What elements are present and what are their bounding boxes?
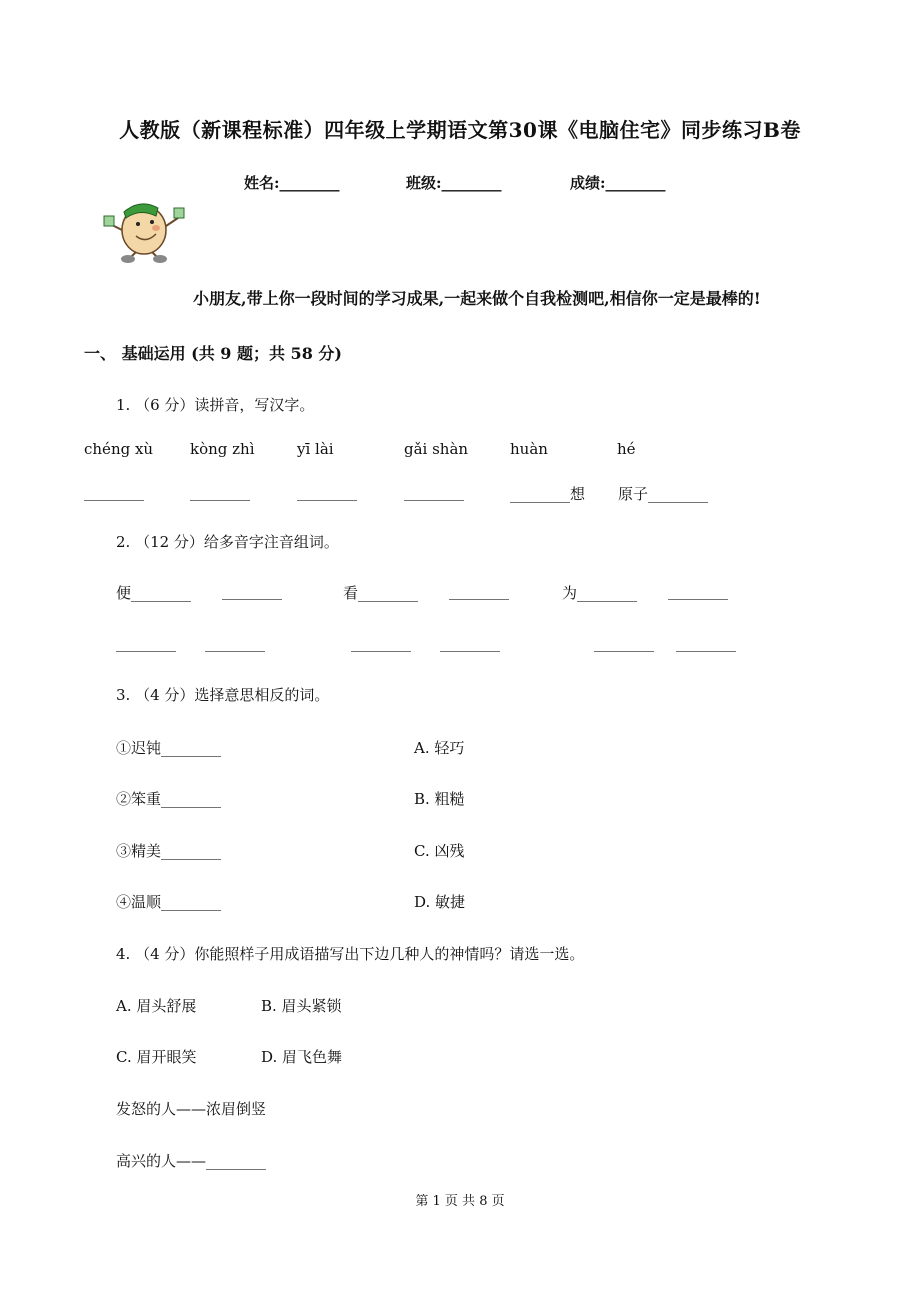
answer-blank: ________ <box>676 634 736 652</box>
option: D. 眉飞色舞 <box>261 1048 343 1066</box>
option: A. 眉头舒展 <box>116 997 197 1015</box>
example-line: 发怒的人——浓眉倒竖 <box>116 1100 267 1118</box>
option: C. 眉开眼笑 <box>116 1048 197 1066</box>
intro-text: 小朋友,带上你一段时间的学习成果,一起来做个自我检测吧,相信你一定是最棒的! <box>193 289 761 308</box>
match-left-item: ②笨重________ <box>116 790 222 808</box>
score-field: 成绩:________ <box>570 174 666 192</box>
answer-blank: ________ <box>351 634 411 652</box>
option: B. 眉头紧锁 <box>261 997 342 1015</box>
match-left-item: ③精美________ <box>116 842 222 860</box>
pinyin: gǎi shàn <box>404 440 469 458</box>
answer-blank: ________ <box>190 483 250 501</box>
answer-blank: 便________ <box>116 584 192 602</box>
answer-blank: ________ <box>449 582 509 600</box>
question-4-stem: 4. （4 分）你能照样子用成语描写出下边几种人的神情吗？请选一选。 <box>116 945 585 963</box>
match-right-item: B. 粗糙 <box>414 790 465 808</box>
answer-line: 高兴的人——________ <box>116 1152 267 1170</box>
match-right-item: D. 敏捷 <box>414 893 466 911</box>
answer-blank: ________ <box>116 634 176 652</box>
name-field: 姓名:________ <box>244 174 340 192</box>
pinyin: chéng xù <box>84 440 154 458</box>
answer-blank: ________ <box>205 634 265 652</box>
question-3-stem: 3. （4 分）选择意思相反的词。 <box>116 686 330 704</box>
answer-blank: ________ <box>668 582 728 600</box>
match-left-item: ①迟钝________ <box>116 739 222 757</box>
section-heading: 一、 基础运用 (共 9 题；共 58 分) <box>84 344 342 363</box>
answer-blank: ________ <box>222 582 282 600</box>
page-footer: 第 1 页 共 8 页 <box>415 1194 505 1209</box>
answer-blank: ________ <box>594 634 654 652</box>
answer-blank: ________ <box>297 483 357 501</box>
match-right-item: A. 轻巧 <box>414 739 465 757</box>
question-1-stem: 1. （6 分）读拼音，写汉字。 <box>116 396 315 414</box>
answer-blank: 为________ <box>562 584 638 602</box>
match-right-item: C. 凶残 <box>414 842 465 860</box>
pinyin: huàn <box>510 440 548 458</box>
pinyin: hé <box>617 440 636 458</box>
match-left-item: ④温顺________ <box>116 893 222 911</box>
answer-blank: ________想 <box>510 485 586 503</box>
question-2-stem: 2. （12 分）给多音字注音组词。 <box>116 533 339 551</box>
class-field: 班级:________ <box>406 174 502 192</box>
pinyin: yī lài <box>297 440 334 458</box>
mascot-illustration <box>100 196 188 264</box>
answer-blank: ________ <box>84 483 144 501</box>
answer-blank: ________ <box>440 634 500 652</box>
page-title: 人教版（新课程标准）四年级上学期语文第30课《电脑住宅》同步练习B卷 <box>119 118 801 142</box>
answer-blank: 看________ <box>343 584 419 602</box>
pinyin: kòng zhì <box>190 440 255 458</box>
answer-blank: 原子________ <box>618 485 709 503</box>
answer-blank: ________ <box>404 483 464 501</box>
